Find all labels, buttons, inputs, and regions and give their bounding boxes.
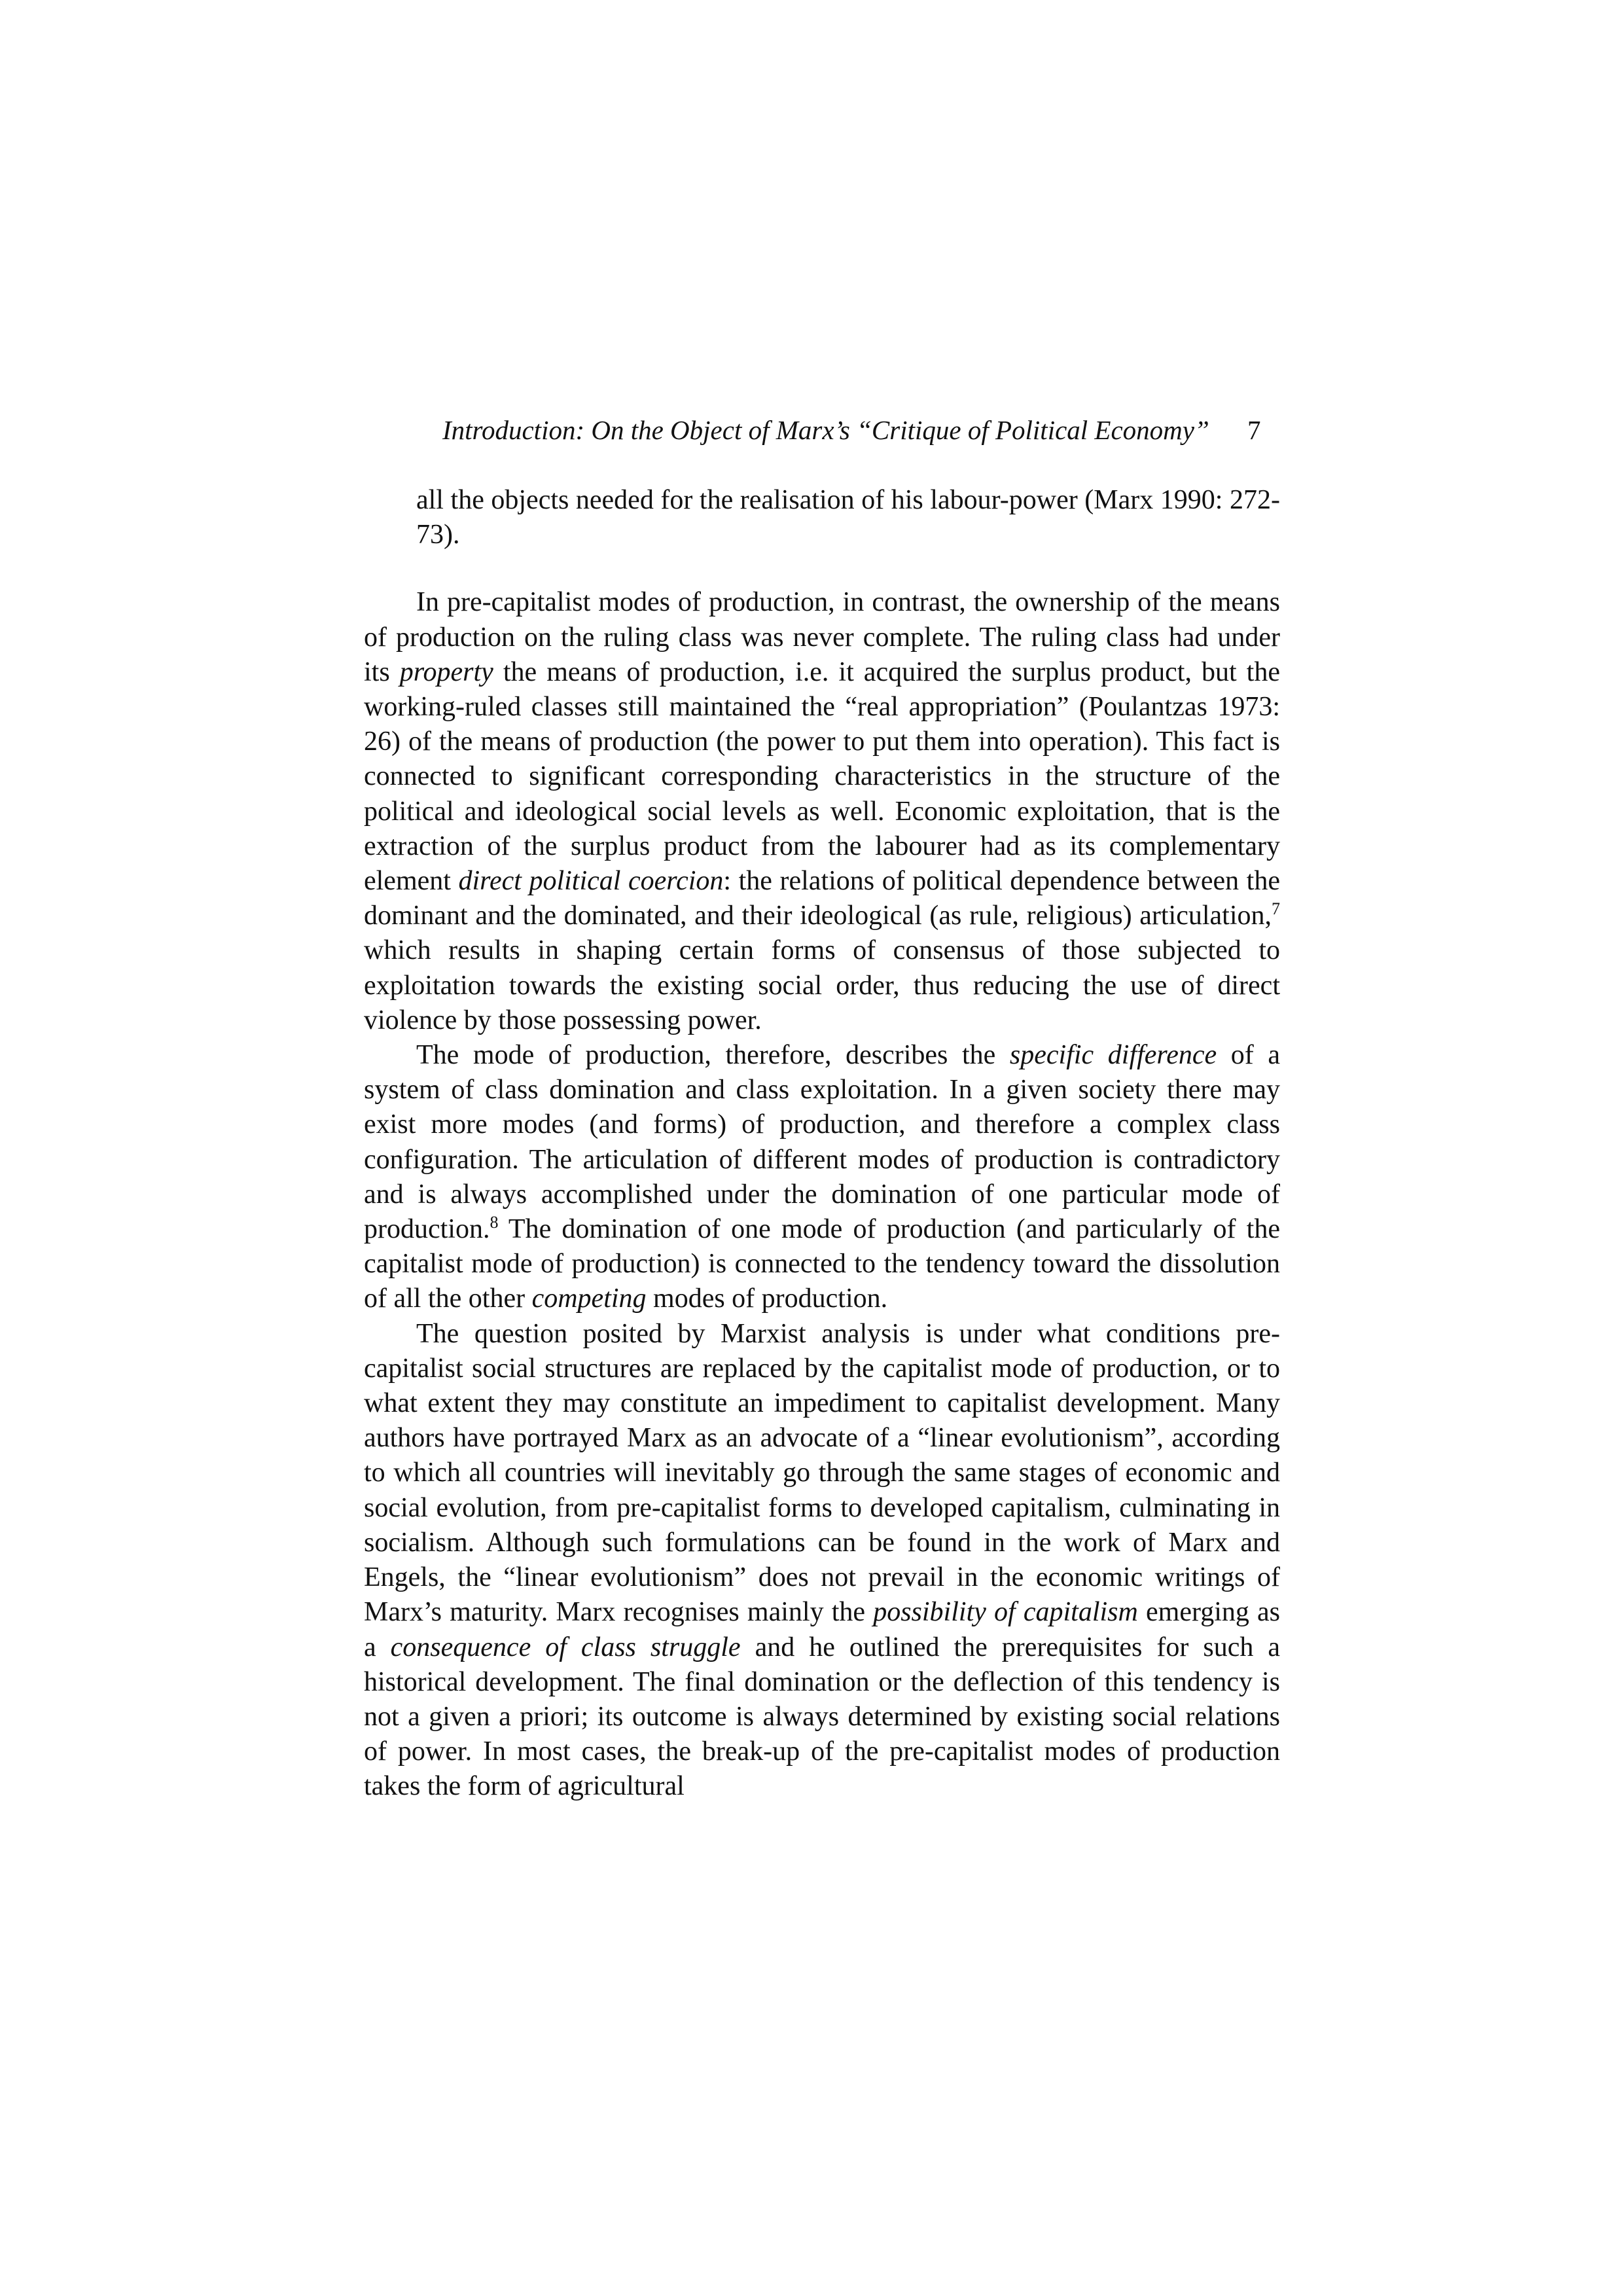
p1-text-a: In pre-capitalist modes of production, in contrast, the ownership of the means of production on the ruling class was never complete. The ruling class had under its [364, 587, 1280, 687]
paragraph-2 [364, 1038, 1280, 1317]
p3-text-c: emerging as a [364, 1597, 1281, 1662]
p3-text-a: The question posited by Marxist analysis is under what conditions pre-capitalist social structures are replaced by the capitalist mode of production, or to what extent they may constitute an impediment to capitalist development. Many authors have portrayed Marx as an advocate of a “linear evolutionism”, according to which all countries will inevitably go through the same stages of economic and social evolution, from pre-capitalist forms to developed capitalism, culminating in socialism. Although such formulations can be found in the work of Marx and Engels, the “linear evolutionism” does not prevail in the economic writings of Marx’s maturity. Marx recognises mainly the [364, 1318, 1280, 1628]
p2-text-a: The mode of production, therefore, describes the [416, 1040, 1010, 1071]
block-quote [416, 483, 1280, 552]
p1-text-e: : the relations of political dependence between the dominant and the dominated, and their ideological (as rule, religious) articulation, [364, 866, 1280, 931]
p3-text-e: and he outlined the prerequisites for such a historical development. The final domination or the deflection of this tendency is not a given a priori; its outcome is always determined by existing social relations of power. In most cases, the break-up of the pre-capitalist modes of production takes the form of agricultural [364, 1632, 1281, 1802]
paragraph-1 [364, 585, 1280, 1038]
p2-text-d: The domination of one mode of production (and particularly of the capitalist mode of production) is connected to the tendency toward the dissolution of all the other [364, 1214, 1280, 1314]
body-text [364, 483, 1280, 1804]
footnote-ref-7[interactable]: 7 [1272, 899, 1280, 919]
p1-text-c: the means of production, i.e. it acquired the surplus product, but the working-ruled classes still maintained the “real appropriation” (Poulantzas 1973: 26) of the means of production (the power to put them into operation). This fact is connected to significant corresponding characteristics in the structure of the political and ideological social levels as well. Economic exploitation, that is the extraction of the surplus product from the labourer had as its complementary element [364, 656, 1280, 897]
p2-text-f: modes of production. [646, 1283, 888, 1314]
p2-italic-specific-difference: specific difference [1009, 1040, 1217, 1071]
running-header [442, 411, 1293, 449]
p1-italic-direct-political-coercion: direct political coercion [458, 866, 724, 897]
running-title: Introduction: On the Object of Marx’s “Critique of Political Economy” [442, 415, 1209, 445]
p3-italic-possibility-of-capitalism: possibility of capitalism [873, 1597, 1138, 1628]
footnote-ref-8[interactable]: 8 [490, 1213, 499, 1232]
p2-text-c: of a system of class domination and class exploitation. In a given society there may exist more modes (and forms) of production, and therefore a complex class configuration. The articulation of different modes of production is contradictory and is always accomplished under the domination of one particular mode of production. [364, 1040, 1280, 1245]
quote-text: all the objects needed for the realisation of his labour-power (Marx 1990: 272-73). [416, 485, 1280, 550]
paragraph-3 [364, 1317, 1280, 1804]
p1-italic-property: property [399, 656, 493, 687]
p3-italic-consequence-of-class-struggle: consequence of class struggle [390, 1632, 741, 1662]
p2-italic-competing: competing [531, 1283, 647, 1314]
page-number: 7 [1247, 415, 1261, 445]
p1-text-f: which results in shaping certain forms of consensus of those subjected to exploitation towards the existing social order, thus reducing the use of direct violence by those possessing power. [364, 935, 1280, 1035]
